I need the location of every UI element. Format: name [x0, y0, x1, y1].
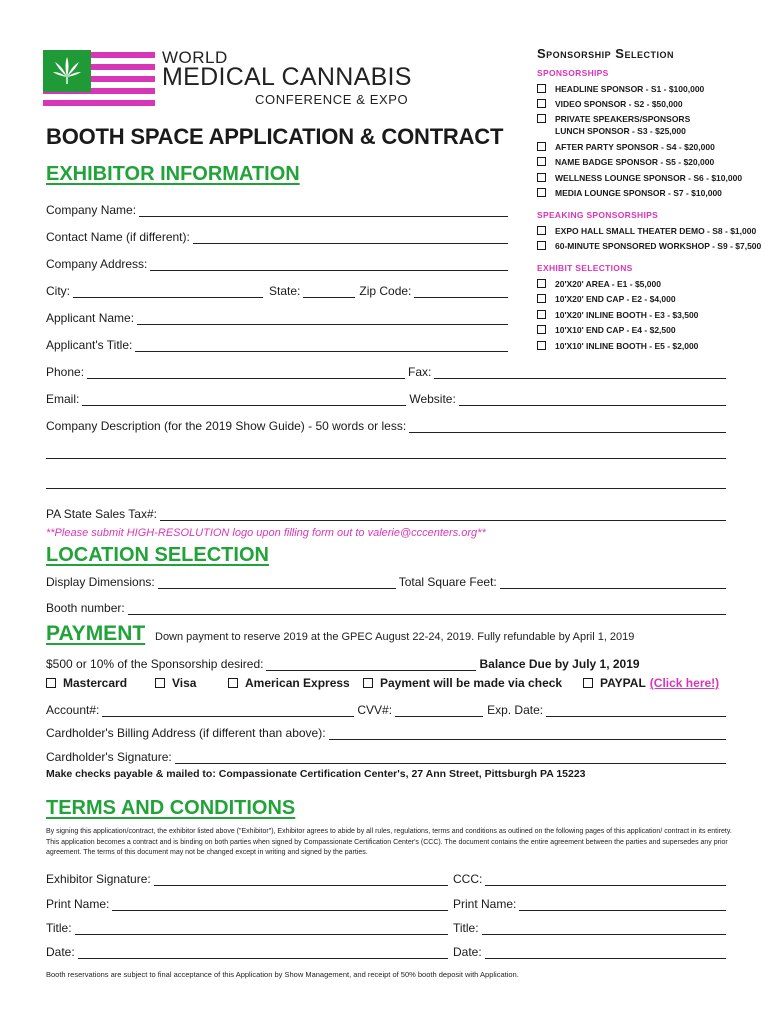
checkbox-icon[interactable]: [537, 84, 546, 93]
sponsor-option[interactable]: NAME BADGE SPONSOR - S5 - $20,000: [537, 156, 714, 168]
exhibitor-signature-field[interactable]: Exhibitor Signature:: [46, 870, 448, 886]
checkbox-icon[interactable]: [537, 241, 546, 250]
visa-option[interactable]: Visa: [155, 676, 196, 690]
checkbox-icon[interactable]: [537, 99, 546, 108]
payment-heading: PAYMENT: [46, 622, 146, 645]
mastercard-option[interactable]: Mastercard: [46, 676, 127, 690]
checkbox-icon[interactable]: [537, 188, 546, 197]
exhibit-option[interactable]: 10'X20' INLINE BOOTH - E3 - $3,500: [537, 309, 698, 321]
location-heading: LOCATION SELECTION: [46, 544, 269, 566]
checkbox-icon[interactable]: [155, 678, 165, 688]
payment-note: Down payment to reserve 2019 at the GPEC August 22-24, 2019. Fully refundable by April 1, 2019: [155, 631, 635, 643]
description-line[interactable]: [46, 458, 726, 459]
sponsor-option[interactable]: VIDEO SPONSOR - S2 - $50,000: [537, 98, 683, 110]
ccc-title-field[interactable]: Title:: [453, 919, 726, 935]
booth-number-field[interactable]: Booth number:: [46, 599, 726, 615]
checkbox-icon[interactable]: [537, 310, 546, 319]
ccc-field[interactable]: CCC:: [453, 870, 726, 886]
applicant-name-field[interactable]: Applicant Name:: [46, 309, 508, 325]
exhibit-option[interactable]: 10'X20' END CAP - E2 - $4,000: [537, 293, 676, 305]
company-name-field[interactable]: Company Name:: [46, 201, 508, 217]
cardholder-signature-field[interactable]: Cardholder's Signature:: [46, 748, 726, 764]
description-field[interactable]: Company Description (for the 2019 Show Guide) - 50 words or less:: [46, 417, 726, 433]
checkbox-icon[interactable]: [537, 226, 546, 235]
exhibit-option[interactable]: 10'X10' END CAP - E4 - $2,500: [537, 324, 676, 336]
speaking-label: SPEAKING SPONSORSHIPS: [537, 210, 659, 220]
checkbox-icon[interactable]: [537, 325, 546, 334]
checkbox-icon[interactable]: [537, 294, 546, 303]
email-website-field[interactable]: Email: Website:: [46, 390, 726, 406]
logo-text-sub: CONFERENCE & EXPO: [255, 92, 409, 107]
sponsor-option[interactable]: PRIVATE SPEAKERS/SPONSORS LUNCH SPONSOR - S3 - $25,000: [537, 113, 695, 137]
date-field[interactable]: Date:: [46, 943, 448, 959]
sponsor-option[interactable]: WELLNESS LOUNGE SPONSOR - S6 - $10,000: [537, 172, 742, 184]
checkbox-icon[interactable]: [537, 173, 546, 182]
checkbox-icon[interactable]: [228, 678, 238, 688]
checkbox-icon[interactable]: [46, 678, 56, 688]
sponsor-option[interactable]: AFTER PARTY SPONSOR - S4 - $20,000: [537, 141, 715, 153]
billing-address-field[interactable]: Cardholder's Billing Address (if different than above):: [46, 724, 726, 740]
deposit-field[interactable]: $500 or 10% of the Sponsorship desired: Balance Due by July 1, 2019: [46, 657, 640, 671]
sponsor-option[interactable]: MEDIA LOUNGE SPONSOR - S7 - $10,000: [537, 187, 722, 199]
display-dimensions-field[interactable]: Display Dimensions: Total Square Feet:: [46, 573, 726, 589]
sponsor-option[interactable]: HEADLINE SPONSOR - S1 - $100,000: [537, 83, 704, 95]
logo-note: **Please submit HIGH-RESOLUTION logo upon filling form out to valerie@cccenters.org**: [46, 527, 486, 539]
company-address-field[interactable]: Company Address:: [46, 255, 508, 271]
checkbox-icon[interactable]: [537, 341, 546, 350]
paypal-option[interactable]: PAYPAL (Click here!): [583, 676, 719, 690]
checkbox-icon[interactable]: [583, 678, 593, 688]
cannabis-leaf-icon: [43, 50, 91, 92]
amex-option[interactable]: American Express: [228, 676, 350, 690]
exhibit-option[interactable]: 10'X10' INLINE BOOTH - E5 - $2,000: [537, 340, 698, 352]
exhibitor-heading: EXHIBITOR INFORMATION: [46, 163, 300, 185]
exhibit-option[interactable]: 20'X20' AREA - E1 - $5,000: [537, 278, 661, 290]
description-line[interactable]: [46, 488, 726, 489]
checkbox-icon[interactable]: [537, 114, 546, 123]
ccc-print-name-field[interactable]: Print Name:: [453, 895, 726, 911]
footer-note: Booth reservations are subject to final acceptance of this Application by Show Management, and receipt of 50% booth deposit with Application.: [46, 970, 519, 979]
checkbox-icon[interactable]: [363, 678, 373, 688]
sponsor-option[interactable]: 60-MINUTE SPONSORED WORKSHOP - S9 - $7,500: [537, 240, 761, 252]
phone-fax-field[interactable]: Phone: Fax:: [46, 363, 726, 379]
checkbox-icon[interactable]: [537, 157, 546, 166]
paypal-link[interactable]: (Click here!): [649, 676, 720, 690]
page-title: BOOTH SPACE APPLICATION & CONTRACT: [46, 124, 504, 149]
sales-tax-field[interactable]: PA State Sales Tax#:: [46, 505, 726, 521]
sponsor-option[interactable]: EXPO HALL SMALL THEATER DEMO - S8 - $1,000: [537, 225, 756, 237]
account-field[interactable]: Account#: CVV#: Exp. Date:: [46, 701, 726, 717]
ccc-date-field[interactable]: Date:: [453, 943, 726, 959]
exhibit-label: EXHIBIT SELECTIONS: [537, 263, 633, 273]
title-field[interactable]: Title:: [46, 919, 448, 935]
check-option[interactable]: Payment will be made via check: [363, 676, 562, 690]
sponsorship-title: Sponsorship Selection: [537, 46, 674, 61]
applicant-title-field[interactable]: Applicant's Title:: [46, 336, 508, 352]
logo-stripe: [43, 100, 155, 106]
sponsorships-label: SPONSORSHIPS: [537, 68, 609, 78]
logo-text-main: MEDICAL CANNABIS: [162, 63, 412, 91]
logo-text-world: WORLD: [162, 48, 228, 67]
checkbox-icon[interactable]: [537, 279, 546, 288]
checkbox-icon[interactable]: [537, 142, 546, 151]
city-state-zip-field[interactable]: City: State: Zip Code:: [46, 282, 508, 298]
terms-text: By signing this application/contract, the exhibitor listed above ("Exhibitor"), Exhibitor agrees to abide by all rules, regulations, terms and conditions as outlined on the following pages of this application/ contract in its entirety. This application becomes a contract and is binding on both parties when signed by Compassionate Certification Center's (CCC). The document contains the entire agreement between the parties and supersedes any prior agreement. The terms of this document may not be changed except in writing and signed by the parties.: [46, 828, 732, 856]
contact-name-field[interactable]: Contact Name (if different):: [46, 228, 508, 244]
logo-flag: [43, 50, 155, 110]
print-name-field[interactable]: Print Name:: [46, 895, 448, 911]
terms-heading: TERMS AND CONDITIONS: [46, 797, 296, 819]
checks-note: Make checks payable & mailed to: Compassionate Certification Center's, 27 Ann Street, Pittsburgh PA 15223: [46, 768, 586, 780]
